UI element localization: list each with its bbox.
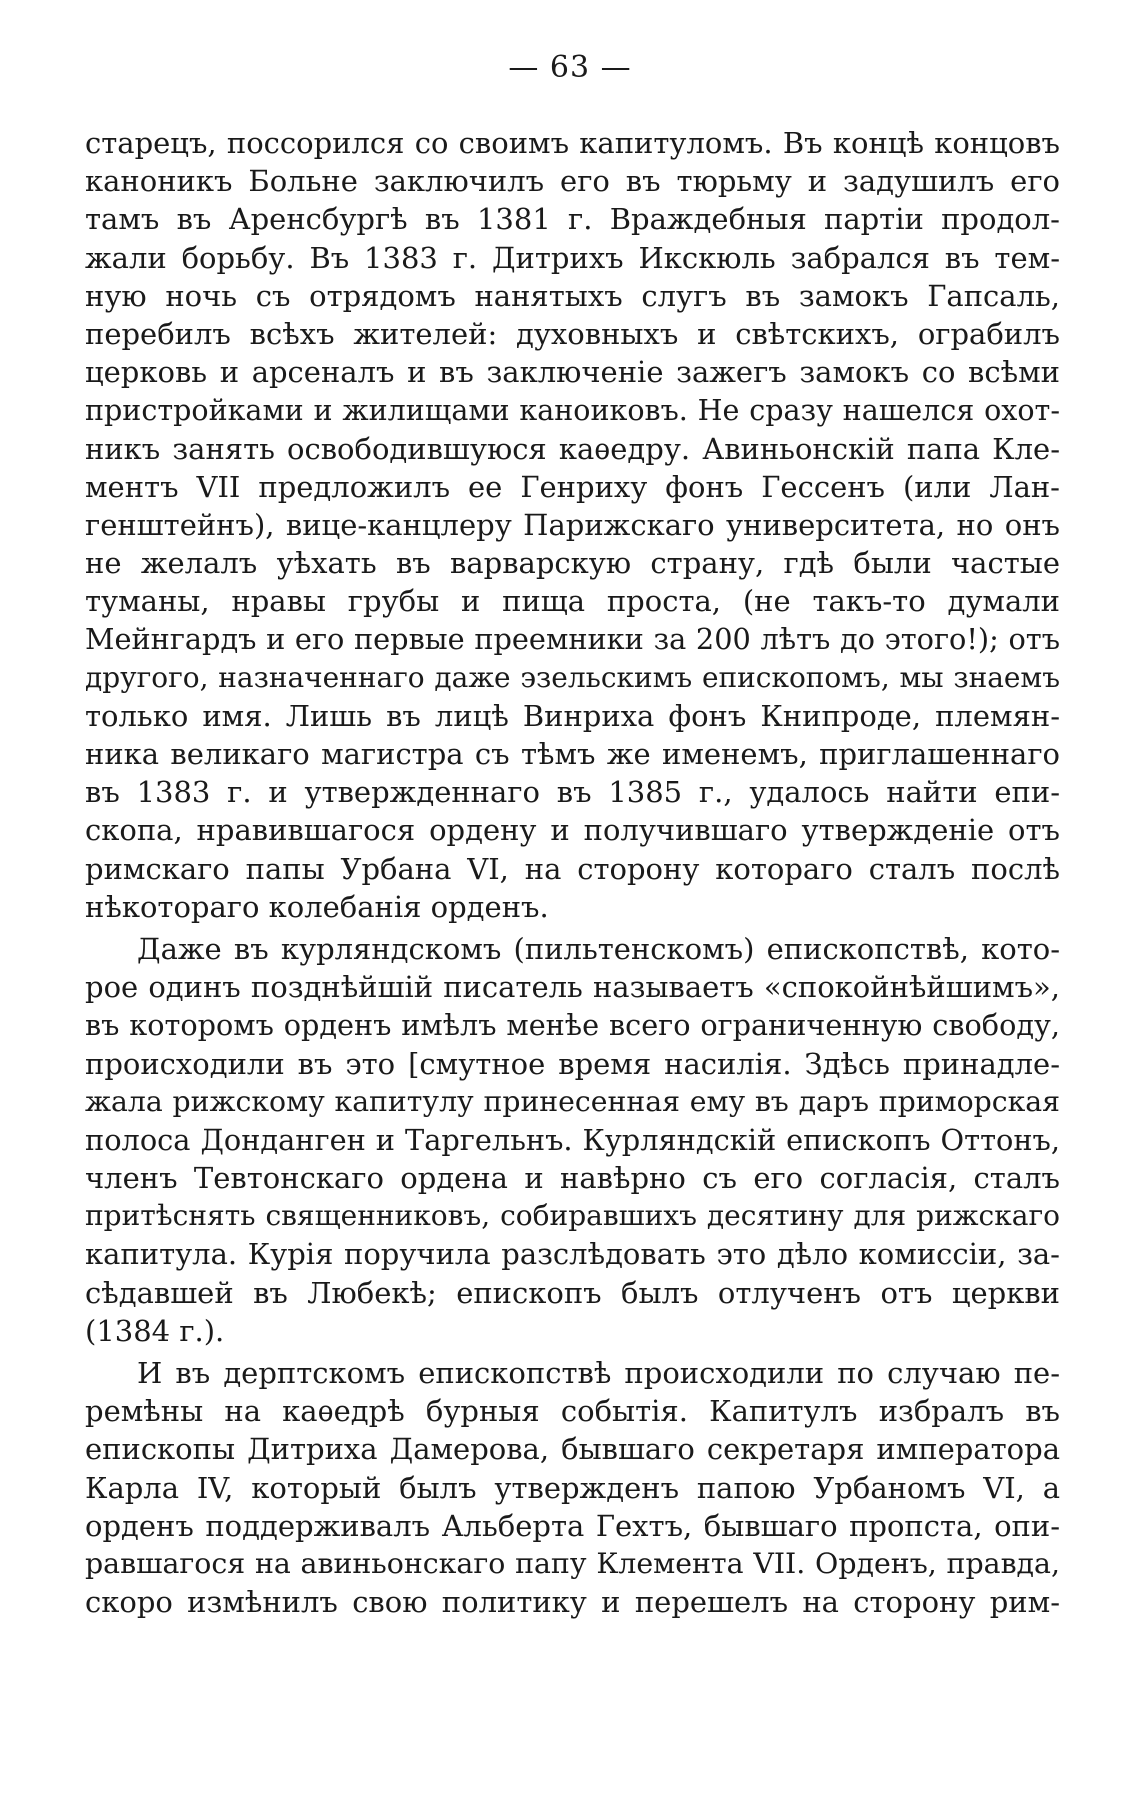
text-line: не желалъ уѣхать въ варварскую страну, гдѣ были частые bbox=[85, 546, 1060, 581]
paragraph bbox=[85, 930, 1060, 1350]
text-line: никъ занять освободившуюся каѳедру. Авиньонскій папа Кле- bbox=[85, 431, 1060, 466]
text-line: ную ночь съ отрядомъ нанятыхъ слугъ въ замокъ Гапсаль, bbox=[85, 278, 1060, 313]
text-line: туманы, нравы грубы и пища проста, (не такъ-то думали bbox=[85, 584, 1060, 619]
text-line: Мейнгардъ и его первые преемники за 200 лѣтъ до этого!); отъ bbox=[85, 622, 1060, 657]
text-line: въ 1383 г. и утвержденнаго въ 1385 г., удалось найти епи- bbox=[85, 775, 1060, 810]
text-line: полоса Донданген и Таргельнъ. Курляндскій епископъ Оттонъ, bbox=[85, 1122, 1060, 1157]
text-line: тамъ въ Аренсбургѣ въ 1381 г. Враждебныя партіи продол- bbox=[85, 202, 1060, 237]
text-line: пристройками и жилищами каноиковъ. Не сразу нашелся охот- bbox=[85, 393, 1060, 428]
text-line: только имя. Лишь въ лицѣ Винриха фонъ Книпроде, племян- bbox=[85, 698, 1060, 733]
text-line: жали борьбу. Въ 1383 г. Дитрихъ Икскюль забрался въ тем- bbox=[85, 240, 1060, 275]
body-text bbox=[85, 124, 1060, 1621]
text-line: сѣдавшей въ Любекѣ; епископъ былъ отлученъ отъ церкви bbox=[85, 1275, 1060, 1310]
text-line: ремѣны на каѳедрѣ бурныя событія. Капитулъ избралъ въ bbox=[85, 1394, 1060, 1429]
text-line: ментъ VII предложилъ ее Генриху фонъ Гессенъ (или Лан- bbox=[85, 469, 1060, 504]
text-line: другого, назначеннаго даже эзельскимъ епископомъ, мы знаемъ bbox=[85, 660, 1060, 694]
text-line: притѣснять священниковъ, собиравшихъ десятину для рижскаго bbox=[85, 1199, 1060, 1233]
text-line: нѣкотораго колебанія орденъ. bbox=[85, 889, 549, 924]
text-line: И въ дерптскомъ епископствѣ происходили по случаю пе- bbox=[137, 1356, 1060, 1390]
text-line: скоро измѣнилъ свою политику и перешелъ на сторону рим- bbox=[85, 1585, 1060, 1620]
text-line: римскаго папы Урбана VI, на сторону котораго сталъ послѣ bbox=[85, 851, 1060, 886]
text-line: старецъ, поссорился со своимъ капитуломъ. Въ концѣ концовъ bbox=[85, 126, 1060, 160]
text-line: въ которомъ орденъ имѣлъ менѣе всего ограниченную свободу, bbox=[85, 1008, 1060, 1043]
text-line: Карла IV, который былъ утвержденъ папою Урбаномъ VI, а bbox=[85, 1470, 1060, 1505]
text-line: членъ Тевтонскаго ордена и навѣрно съ его согласія, сталъ bbox=[85, 1161, 1060, 1196]
text-line: перебилъ всѣхъ жителей: духовныхъ и свѣтскихъ, ограбилъ bbox=[85, 316, 1060, 351]
paragraph bbox=[85, 1354, 1060, 1621]
text-line: каноникъ Больне заключилъ его въ тюрьму и задушилъ его bbox=[85, 164, 1060, 199]
text-line: равшагося на авиньонскаго папу Клемента VII. Орденъ, правда, bbox=[85, 1546, 1060, 1580]
text-line: ника великаго магистра съ тѣмъ же именемъ, приглашеннаго bbox=[85, 737, 1060, 771]
text-line: орденъ поддерживалъ Альберта Гехтъ, бывшаго пропста, опи- bbox=[85, 1508, 1060, 1543]
text-line: епископы Дитриха Дамерова, бывшаго секретаря императора bbox=[85, 1432, 1060, 1467]
text-line: (1384 г.). bbox=[85, 1313, 225, 1348]
paragraph bbox=[85, 124, 1060, 926]
text-line: рое одинъ позднѣйшій писатель называетъ «спокойнѣйшимъ», bbox=[85, 970, 1060, 1005]
text-line: церковь и арсеналъ и въ заключеніе зажегъ замокъ со всѣми bbox=[85, 355, 1060, 390]
text-line: генштейнъ), вице-канцлеру Парижскаго университета, но онъ bbox=[85, 507, 1060, 542]
text-line: происходили въ это [смутное время насилія. Здѣсь принадле- bbox=[85, 1046, 1060, 1081]
text-line: Даже въ курляндскомъ (пильтенскомъ) епископствѣ, кото- bbox=[137, 931, 1060, 966]
page-number: — 63 — bbox=[508, 50, 632, 85]
text-line: жала рижскому капитулу принесенная ему въ даръ приморская bbox=[85, 1084, 1060, 1118]
text-line: скопа, нравившагося ордену и получившаго утвержденіе отъ bbox=[85, 813, 1060, 848]
text-line: капитула. Курія поручила разслѣдовать это дѣло комиссіи, за- bbox=[85, 1237, 1060, 1272]
